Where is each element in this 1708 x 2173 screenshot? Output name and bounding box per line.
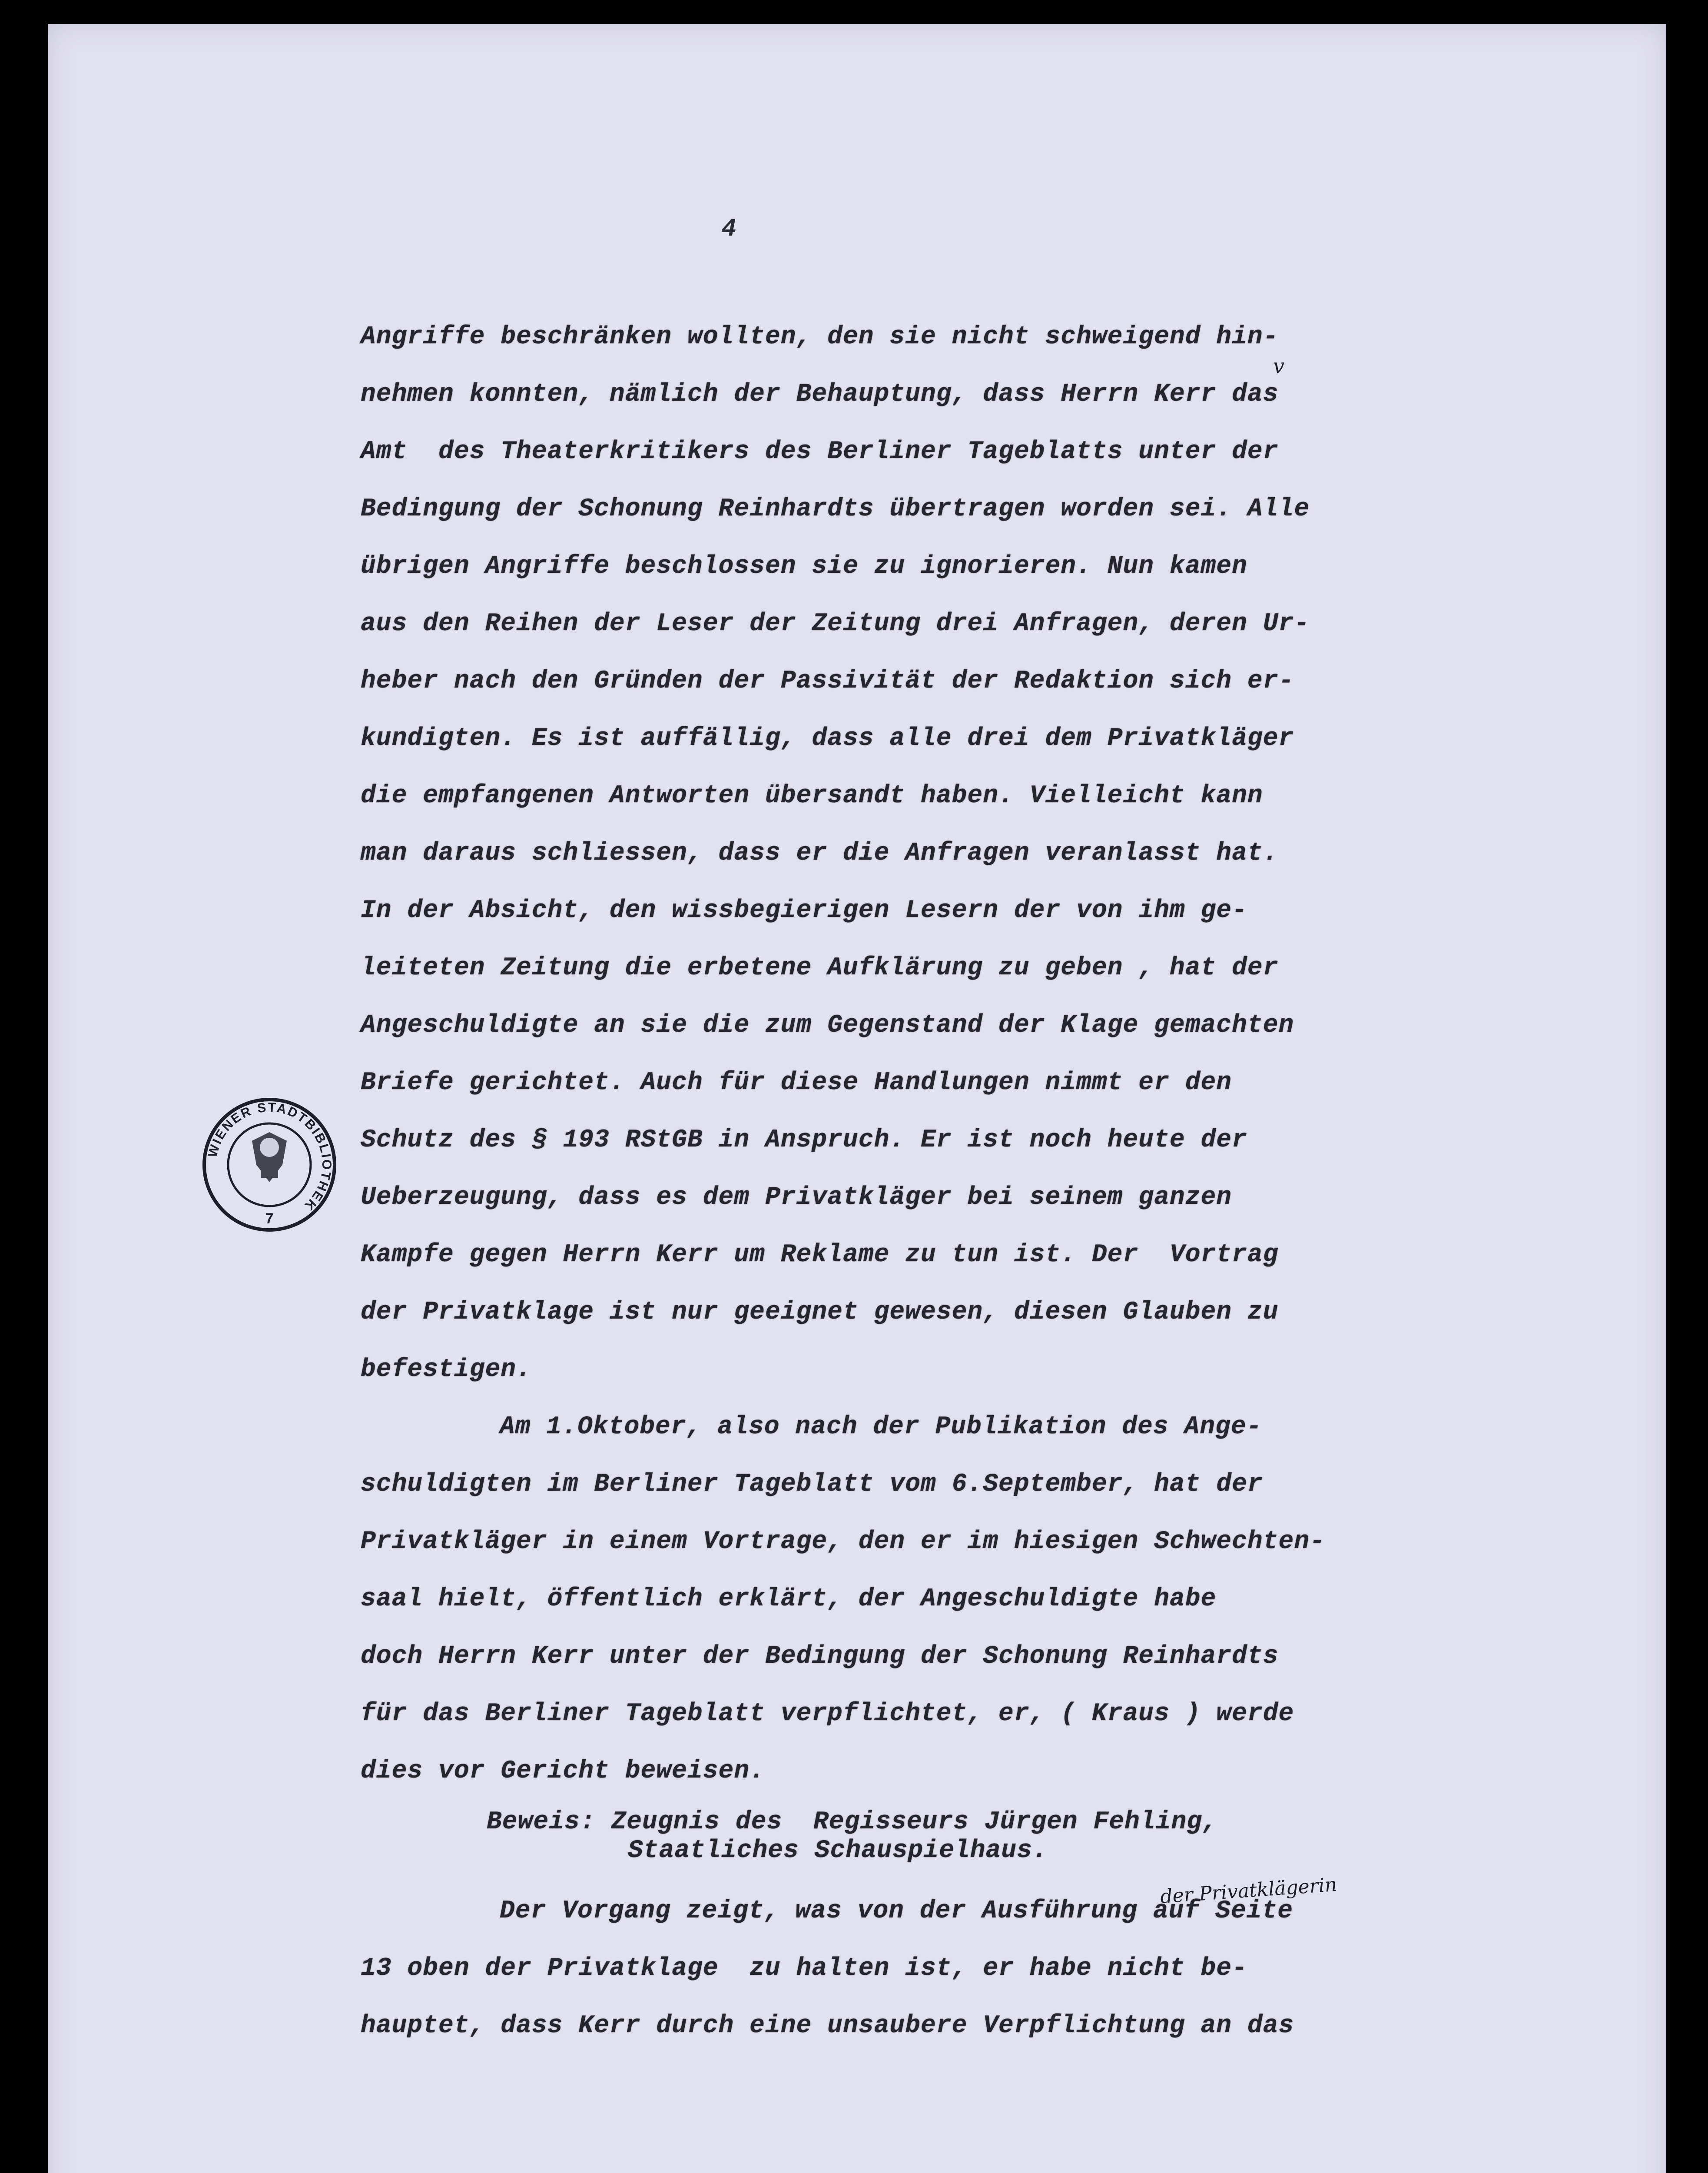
paragraph-2 [361, 1399, 1464, 1800]
text-line: 13 oben der Privatklage zu halten ist, er habe nicht be- [361, 1954, 1247, 1983]
text-line: übrigen Angriffe beschlossen sie zu ignorieren. Nun kamen [361, 552, 1247, 581]
text-line: Briefe gerichtet. Auch für diese Handlungen nimmt er den [361, 1069, 1232, 1097]
text-line: Kampfe gegen Herrn Kerr um Reklame zu tun ist. Der Vortrag [361, 1241, 1279, 1269]
stamp-number: 7 [265, 1210, 274, 1227]
handwritten-insertion: der Privatklägerin [1159, 1873, 1338, 1908]
typed-text-body [361, 309, 1464, 2055]
text-line: nehmen konnten, nämlich der Behauptung, dass Herrn Kerr das [361, 380, 1279, 409]
text-line: Am 1.Oktober, also nach der Publikation des Ange- [500, 1413, 1262, 1441]
text-line: heber nach den Gründen der Passivität der Redaktion sich er- [361, 667, 1294, 695]
evidence-line-1: Beweis: Zeugnis des Regisseurs Jürgen Fehling, [487, 1808, 1218, 1836]
evidence-line-2: Staatliches Schauspielhaus. [628, 1837, 1048, 1865]
paragraph-3 [361, 1883, 1464, 2055]
text-line: man daraus schliessen, dass er die Anfragen veranlasst hat. [361, 839, 1279, 867]
text-line: schuldigten im Berliner Tageblatt vom 6.September, hat der [361, 1470, 1263, 1499]
document-page [48, 24, 1666, 2173]
text-line: Ueberzeugung, dass es dem Privatkläger bei seinem ganzen [361, 1183, 1232, 1212]
text-line: Der Vorgang zeigt, was von der Ausführung auf Seite [500, 1897, 1293, 1925]
text-line: befestigen. [361, 1356, 532, 1384]
text-line: die empfangenen Antworten übersandt haben. Vielleicht kann [361, 782, 1263, 810]
text-line: leiteten Zeitung die erbetene Aufklärung zu geben , hat der [361, 954, 1279, 982]
stamp-text: WIENER STADTBIBLIOTHEK [205, 1100, 334, 1214]
text-line: aus den Reihen der Leser der Zeitung drei Anfragen, deren Ur- [361, 610, 1310, 638]
text-line: der Privatklage ist nur geeignet gewesen, diesen Glauben zu [361, 1298, 1279, 1326]
text-line: In der Absicht, den wissbegierigen Lesern der von ihm ge- [361, 897, 1247, 925]
text-line: kundigten. Es ist auffällig, dass alle drei dem Privatkläger [361, 724, 1294, 753]
text-line: saal hielt, öffentlich erklärt, der Angeschuldigte habe [361, 1585, 1217, 1613]
text-line: Schutz des § 193 RStGB in Anspruch. Er ist noch heute der [361, 1126, 1247, 1154]
text-line: Amt des Theaterkritikers des Berliner Tageblatts unter der [361, 438, 1279, 466]
text-line: für das Berliner Tageblatt verpflichtet, er, ( Kraus ) werde [361, 1700, 1294, 1728]
text-line: Privatkläger in einem Vortrage, den er im hiesigen Schwechten- [361, 1528, 1325, 1556]
text-line: dies vor Gericht beweisen. [361, 1757, 765, 1785]
text-line: Angeschuldigte an sie die zum Gegenstand der Klage gemachten [361, 1011, 1294, 1040]
crest-icon [252, 1132, 287, 1182]
text-line: Bedingung der Schonung Reinhardts übertragen worden sei. Alle [361, 495, 1310, 523]
handwritten-correction: v [1273, 354, 1284, 378]
paragraph-1 [361, 309, 1464, 1399]
page-number: 4 [721, 215, 736, 243]
text-line: doch Herrn Kerr unter der Bedingung der Schonung Reinhardts [361, 1642, 1279, 1671]
text-line: Angriffe beschränken wollten, den sie nicht schweigend hin- [361, 323, 1279, 351]
text-line: hauptet, dass Kerr durch eine unsaubere Verpflichtung an das [361, 2012, 1294, 2040]
evidence-block [361, 1808, 1464, 1865]
library-stamp [198, 1093, 341, 1236]
